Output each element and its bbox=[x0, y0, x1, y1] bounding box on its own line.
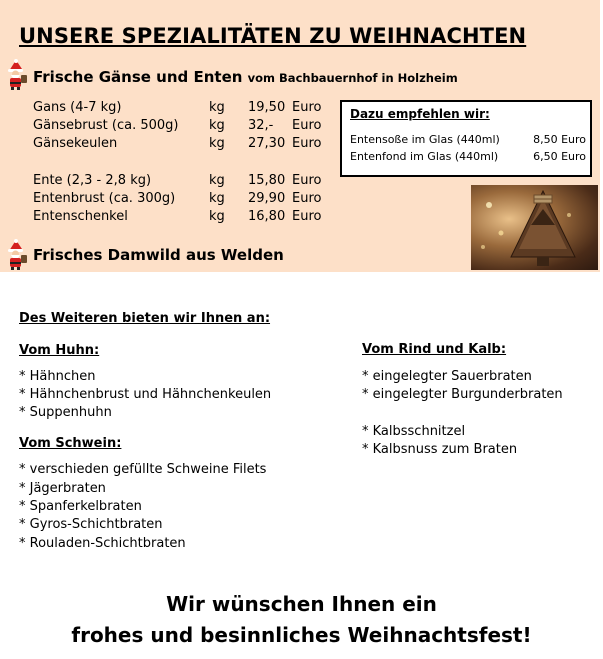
item-currency: Euro bbox=[292, 100, 322, 115]
item-unit: kg bbox=[209, 136, 225, 151]
price-row bbox=[33, 209, 333, 227]
list-item: * Hähnchen bbox=[19, 369, 96, 384]
item-currency: Euro bbox=[292, 173, 322, 188]
closing-line-2: frohes und besinnliches Weihnachtsfest! bbox=[71, 623, 532, 647]
santa-icon bbox=[3, 59, 29, 91]
recommendation-title: Dazu empfehlen wir: bbox=[350, 107, 490, 121]
price-row bbox=[33, 100, 333, 118]
item-price: 29,90 bbox=[248, 191, 286, 206]
page-title: UNSERE SPEZIALITÄTEN ZU WEIHNACHTEN bbox=[19, 24, 527, 48]
list-item: * verschieden gefüllte Schweine Filets bbox=[19, 462, 267, 477]
geese-subheading: vom Bachbauernhof in Holzheim bbox=[247, 71, 458, 85]
item-unit: kg bbox=[209, 191, 225, 206]
list-item: * Spanferkelbraten bbox=[19, 499, 142, 514]
item-name: Gänsebrust (ca. 500g) bbox=[33, 118, 179, 133]
item-unit: kg bbox=[209, 209, 225, 224]
list-item: * eingelegter Sauerbraten bbox=[362, 369, 532, 384]
geese-heading-text: Frische Gänse und Enten bbox=[33, 68, 243, 86]
item-unit: kg bbox=[209, 118, 225, 133]
price-row bbox=[33, 118, 333, 136]
closing-line-1: Wir wünschen Ihnen ein bbox=[166, 592, 437, 616]
list-item: * Kalbsnuss zum Braten bbox=[362, 442, 518, 457]
price-row bbox=[33, 191, 333, 209]
list-item: * Kalbsschnitzel bbox=[362, 424, 466, 439]
recommendation-name: Entensoße im Glas (440ml) bbox=[350, 133, 500, 146]
item-name: Entenbrust (ca. 300g) bbox=[33, 191, 176, 206]
santa-icon bbox=[3, 239, 29, 271]
item-unit: kg bbox=[209, 173, 225, 188]
item-name: Entenschenkel bbox=[33, 209, 128, 224]
item-currency: Euro bbox=[292, 191, 322, 206]
item-currency: Euro bbox=[292, 136, 322, 151]
item-name: Gans (4-7 kg) bbox=[33, 100, 122, 115]
list-item: * Jägerbraten bbox=[19, 481, 106, 496]
geese-section-heading bbox=[33, 68, 458, 86]
item-price: 32,- bbox=[248, 118, 274, 133]
list-item: * eingelegter Burgunderbraten bbox=[362, 387, 563, 402]
pork-heading: Vom Schwein: bbox=[19, 436, 122, 451]
item-name: Ente (2,3 - 2,8 kg) bbox=[33, 173, 152, 188]
item-unit: kg bbox=[209, 100, 225, 115]
price-row bbox=[33, 173, 333, 191]
further-offers-heading: Des Weiteren bieten wir Ihnen an: bbox=[19, 311, 271, 326]
beef-heading: Vom Rind und Kalb: bbox=[362, 342, 507, 357]
recommendation-name: Entenfond im Glas (440ml) bbox=[350, 150, 499, 163]
recommendation-box bbox=[340, 100, 592, 177]
item-price: 27,30 bbox=[248, 136, 286, 151]
recommendation-price: 8,50 Euro bbox=[533, 133, 586, 146]
item-price: 15,80 bbox=[248, 173, 286, 188]
list-item: * Hähnchenbrust und Hähnchenkeulen bbox=[19, 387, 272, 402]
list-item: * Gyros-Schichtbraten bbox=[19, 517, 163, 532]
price-row bbox=[33, 136, 333, 154]
recommendation-price: 6,50 Euro bbox=[533, 150, 586, 163]
item-price: 19,50 bbox=[248, 100, 286, 115]
chicken-heading: Vom Huhn: bbox=[19, 343, 100, 358]
list-item: * Suppenhuhn bbox=[19, 405, 112, 420]
item-name: Gänsekeulen bbox=[33, 136, 118, 151]
item-currency: Euro bbox=[292, 118, 322, 133]
christmas-tree-photo bbox=[471, 185, 598, 270]
item-currency: Euro bbox=[292, 209, 322, 224]
game-section-heading: Frisches Damwild aus Welden bbox=[33, 246, 284, 264]
list-item: * Rouladen-Schichtbraten bbox=[19, 536, 186, 551]
item-price: 16,80 bbox=[248, 209, 286, 224]
